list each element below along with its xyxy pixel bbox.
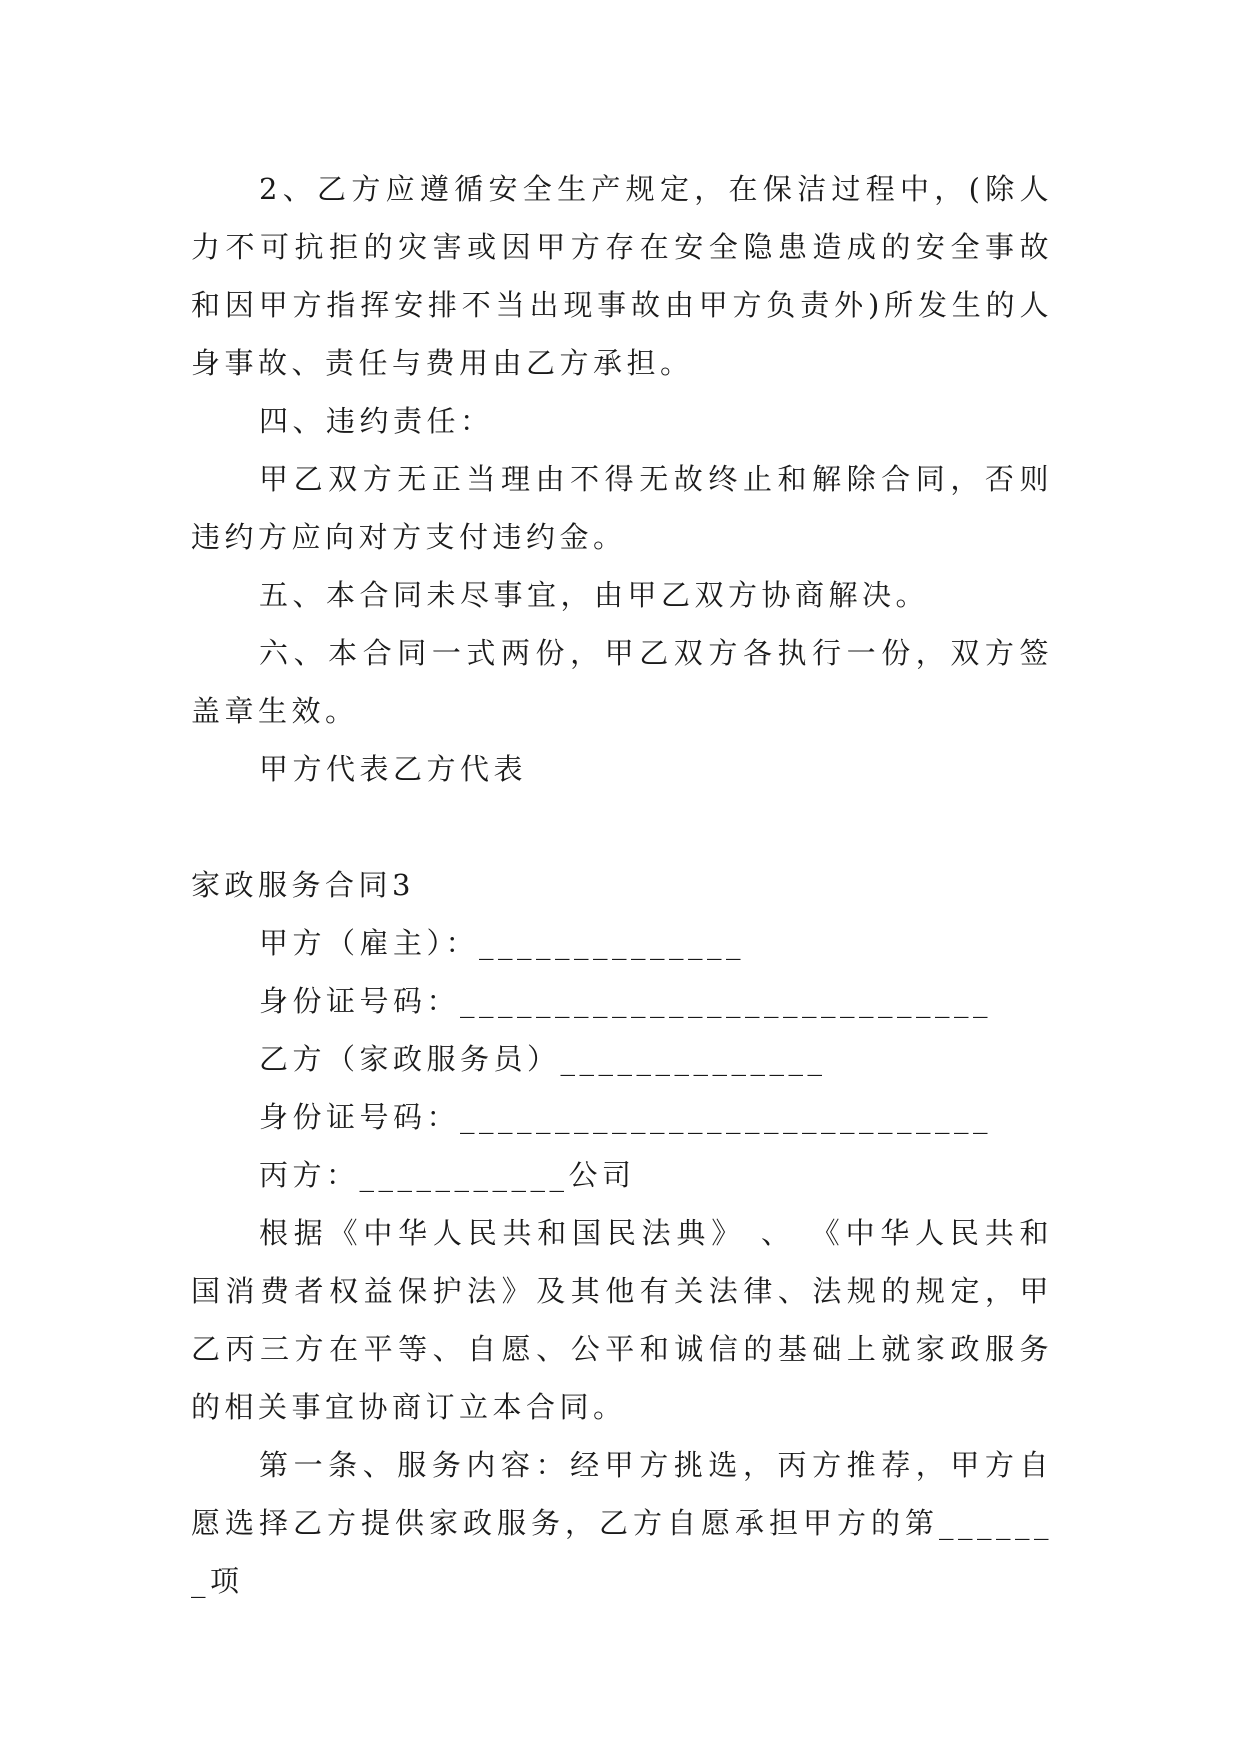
party-b-id-field: 身份证号码：____________________________: [259, 1100, 993, 1134]
party-a-id-field: 身份证号码：____________________________: [259, 984, 993, 1018]
document-page: [191, 160, 1053, 1610]
clause-breach: 甲乙双方无正当理由不得无故终止和解除合同，否则违约方应向对方支付违约金。: [191, 462, 1053, 554]
section-breach-heading: 四、违约责任：: [259, 404, 494, 438]
clause-safety: 2、乙方应遵循安全生产规定，在保洁过程中，(除人力不可抗拒的灾害或因甲方存在安全隐患造成的安全事故和因甲方指挥安排不当出现事故由甲方负责外)所发生的人身事故、责任与费用由乙方承担。: [191, 172, 1053, 380]
contract-title: 家政服务合同3: [191, 868, 415, 902]
signature-line: 甲方代表乙方代表: [259, 752, 528, 786]
article-one: 第一条、服务内容：经甲方挑选，丙方推荐，甲方自愿选择乙方提供家政服务，乙方自愿承担甲方的第_______项: [191, 1448, 1053, 1598]
party-a-field: 甲方（雇主）：______________: [259, 926, 746, 960]
party-b-field: 乙方（家政服务员）______________: [259, 1042, 827, 1076]
preamble: 根据《中华人民共和国民法典》 、 《中华人民共和国消费者权益保护法》及其他有关法律、法规的规定，甲乙丙三方在平等、自愿、公平和诚信的基础上就家政服务的相关事宜协商订立本合同。: [191, 1216, 1054, 1424]
spacer: [191, 798, 1053, 856]
section-unresolved: 五、本合同未尽事宜，由甲乙双方协商解决。: [259, 578, 930, 612]
section-copies: 六、本合同一式两份，甲乙双方各执行一份，双方签盖章生效。: [191, 636, 1053, 728]
party-c-field: 丙方：___________公司: [259, 1158, 636, 1192]
